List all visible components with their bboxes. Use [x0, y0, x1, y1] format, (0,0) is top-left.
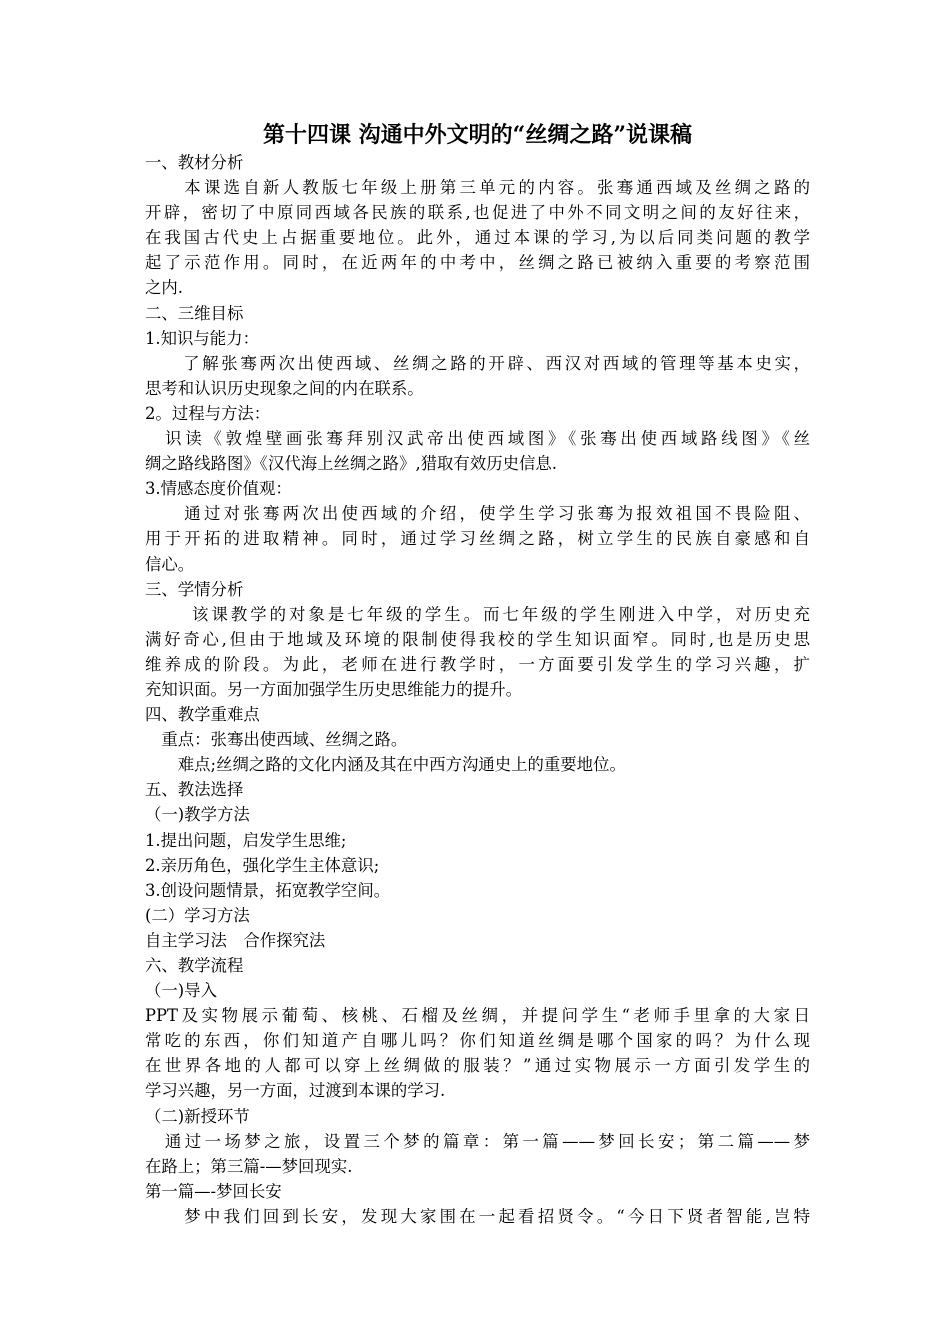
- paragraph-line: 在路上；第三篇-—梦回现实.: [145, 1156, 353, 1176]
- paragraph-line: 了解张骞两次出使西域、丝绸之路的开辟、西汉对西域的管理等基本史实，: [145, 353, 810, 373]
- list-item: 3.创设问题情景，拓宽教学空间。: [145, 880, 391, 900]
- list-item: 1.提出问题，启发学生思维;: [145, 830, 347, 850]
- paragraph-line: 识读《敦煌壁画张骞拜别汉武帝出使西域图》《张骞出使西域路线图》《丝: [145, 429, 810, 449]
- paragraph-line: 通过对张骞两次出使西域的介绍，使学生学习张骞为报效祖国不畏险阻、: [145, 504, 810, 524]
- paragraph-line: 在我国古代史上占据重要地位。此外，通过本课的学习,为以后同类问题的教学: [145, 228, 810, 248]
- paragraph-line: 自主学习法 合作探究法: [145, 930, 326, 950]
- paragraph-line: 常吃的东西，你们知道产自哪儿吗？你们知道丝绸是哪个国家的吗？为什么现: [145, 1031, 810, 1051]
- paragraph-line: 满好奇心,但由于地域及环境的限制使得我校的学生知识面窄。同时,也是历史思: [145, 629, 810, 649]
- document-body: [145, 150, 810, 1229]
- heading-key-points: 四、教学重难点: [145, 705, 260, 725]
- subheading-new-lesson: （二)新授环节: [145, 1106, 250, 1126]
- paragraph-line: 用于开拓的进取精神。同时，通过学习丝绸之路，树立学生的民族自豪感和自: [145, 529, 810, 549]
- heading-method-choice: 五、教法选择: [145, 780, 244, 800]
- subheading-knowledge: 1.知识与能力：: [145, 328, 259, 348]
- heading-student-analysis: 三、学情分析: [145, 579, 244, 599]
- paragraph-line: 重点：张骞出使西域、丝绸之路。: [145, 730, 408, 750]
- paragraph-line: 学习兴趣，另一方面，过渡到本课的学习.: [145, 1081, 446, 1101]
- document-page: [145, 120, 810, 1229]
- subheading-teaching-method: （一)教学方法: [145, 805, 250, 825]
- paragraph-line: 思考和认识历史现象之间的内在联系。: [145, 378, 424, 398]
- paragraph-line: 通过一场梦之旅，设置三个梦的篇章：第一篇——梦回长安；第二篇——梦: [145, 1131, 810, 1151]
- paragraph-line: 之内.: [145, 278, 183, 298]
- subheading-chapter-one: 第一篇—-梦回长安: [145, 1181, 282, 1201]
- paragraph-line: 该课教学的对象是七年级的学生。而七年级的学生刚进入中学，对历史充: [145, 604, 810, 624]
- document-title: 第十四课 沟通中外文明的“丝绸之路”说课稿: [263, 122, 692, 148]
- heading-teaching-flow: 六、教学流程: [145, 956, 244, 975]
- paragraph-line: 起了示范作用。同时，在近两年的中考中，丝绸之路已被纳入重要的考察范围: [145, 253, 810, 273]
- subheading-learning-method: (二）学习方法: [145, 905, 250, 925]
- paragraph-line: 维养成的阶段。为此，老师在进行教学时，一方面要引发学生的学习兴趣，扩: [145, 654, 810, 674]
- heading-textbook-analysis: 一、教材分析: [145, 153, 244, 172]
- list-item: 2.亲历角色，强化学生主体意识;: [145, 855, 380, 875]
- paragraph-line: 绸之路线路图》《汉代海上丝绸之路》,猎取有效历史信息.: [145, 454, 557, 474]
- paragraph-line: 在世界各地的人都可以穿上丝绸做的服装？”通过实物展示一方面引发学生的: [145, 1056, 810, 1076]
- subheading-process: 2。过程与方法：: [145, 403, 271, 423]
- paragraph-line: 本课选自新人教版七年级上册第三单元的内容。张骞通西域及丝绸之路的: [145, 178, 810, 198]
- subheading-introduction: （一)导入: [145, 981, 217, 1001]
- paragraph-line: PPT及实物展示葡萄、核桃、石榴及丝绸，并提问学生“老师手里拿的大家日: [145, 1006, 810, 1026]
- paragraph-line: 信心。: [145, 554, 195, 574]
- paragraph-line: 梦中我们回到长安，发现大家围在一起看招贤令。“今日下贤者智能,岂特: [145, 1206, 810, 1226]
- paragraph-line: 充知识面。另一方面加强学生历史思维能力的提升。: [145, 679, 522, 699]
- subheading-emotion: 3.情感态度价值观：: [145, 479, 292, 499]
- paragraph-line: 难点;丝绸之路的文化内涵及其在中西方沟通史上的重要地位。: [145, 755, 626, 775]
- heading-three-goals: 二、三维目标: [145, 303, 244, 323]
- paragraph-line: 开辟，密切了中原同西域各民族的联系,也促进了中外不同文明之间的友好往来，: [145, 203, 810, 223]
